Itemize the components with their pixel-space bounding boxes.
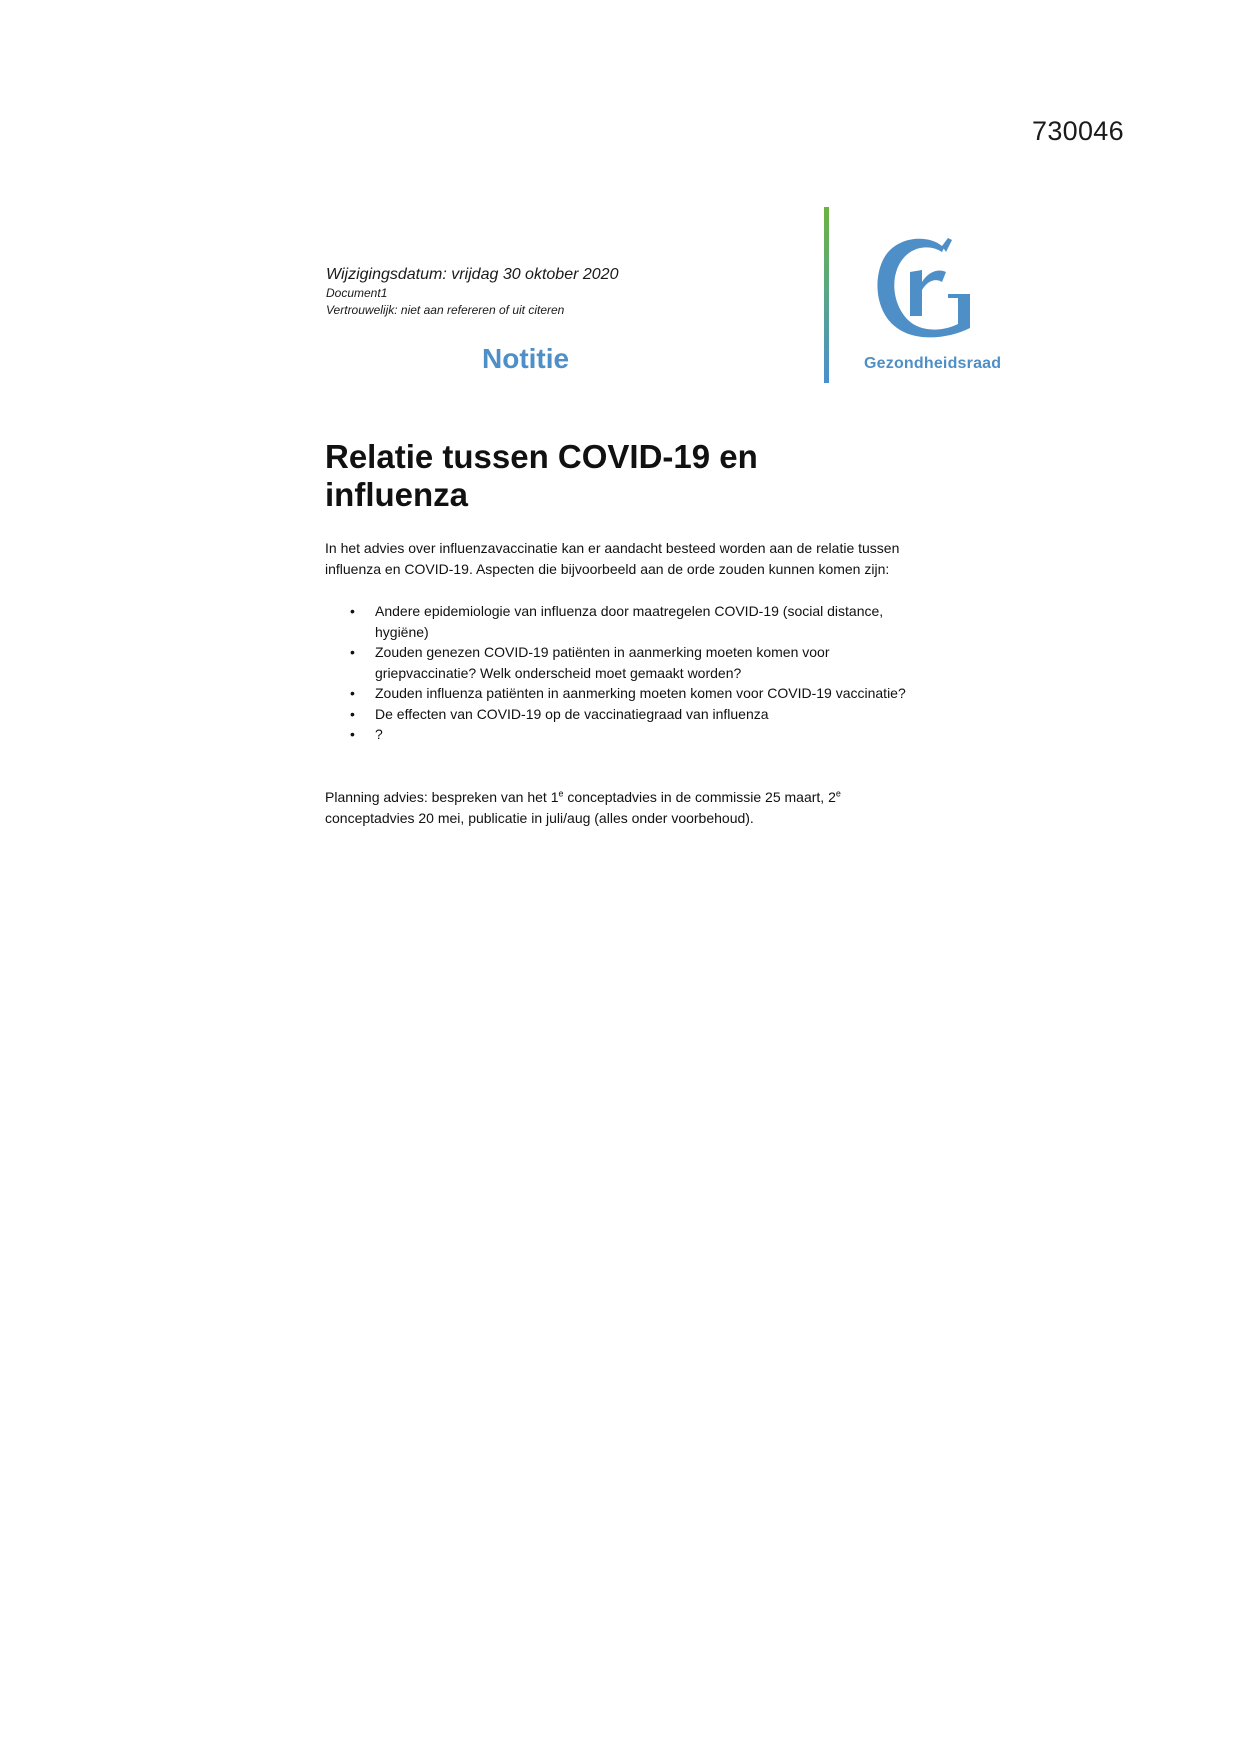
list-item-text: De effecten van COVID-19 op de vaccinatiegraad van influenza	[375, 705, 769, 722]
modification-date: Wijzigingsdatum: vrijdag 30 oktober 2020	[326, 266, 619, 283]
list-item	[325, 724, 925, 745]
planning-paragraph	[325, 787, 925, 829]
bullet-icon: •	[350, 705, 355, 722]
ordinal-suffix: e	[835, 788, 841, 799]
list-item	[325, 683, 925, 704]
document-type: Notitie	[482, 343, 570, 374]
document-name: Document1	[326, 286, 388, 300]
list-item	[325, 642, 925, 683]
logo-text: Gezondheidsraad	[864, 355, 1002, 372]
bullet-icon: •	[350, 685, 355, 701]
list-item-text: Zouden genezen COVID-19 patiënten in aanmerking moeten komen voor griepvaccinatie? Welk onderscheid moet gemaakt worden?	[375, 644, 830, 681]
header-divider	[824, 207, 829, 383]
list-item	[325, 704, 925, 725]
planning-text-2: conceptadvies in de commissie 25 maart, 2	[563, 789, 836, 805]
bullet-icon: •	[350, 644, 355, 660]
planning-text-3: conceptadvies 20 mei, publicatie in juli/aug (alles onder voorbehoud).	[325, 810, 754, 826]
list-item-text: ?	[375, 726, 383, 742]
list-item	[325, 601, 925, 642]
ordinal-suffix: e	[558, 788, 564, 799]
aspects-list	[325, 601, 925, 745]
planning-text-1: Planning advies: bespreken van het 1	[325, 789, 559, 805]
bullet-icon: •	[350, 726, 355, 742]
bullet-icon: •	[350, 603, 355, 619]
list-item-text: Andere epidemiologie van influenza door maatregelen COVID-19 (social distance, hygiëne)	[375, 603, 884, 640]
gr-monogram-icon	[866, 234, 1006, 354]
list-item-text: Zouden influenza patiënten in aanmerking moeten komen voor COVID-19 vaccinatie?	[375, 685, 906, 701]
document-title: Relatie tussen COVID-19 en influenza	[325, 438, 758, 513]
document-number: 730046	[1032, 116, 1124, 146]
document-meta	[326, 265, 618, 319]
intro-paragraph: In het advies over influenzavaccinatie kan er aandacht besteed worden aan de relatie tussen influenza en COVID-19. Aspecten die bijvoorbeeld aan de orde zouden kunnen komen zijn:	[325, 540, 900, 577]
confidentiality-note: Vertrouwelijk: niet aan refereren of uit citeren	[326, 303, 565, 317]
